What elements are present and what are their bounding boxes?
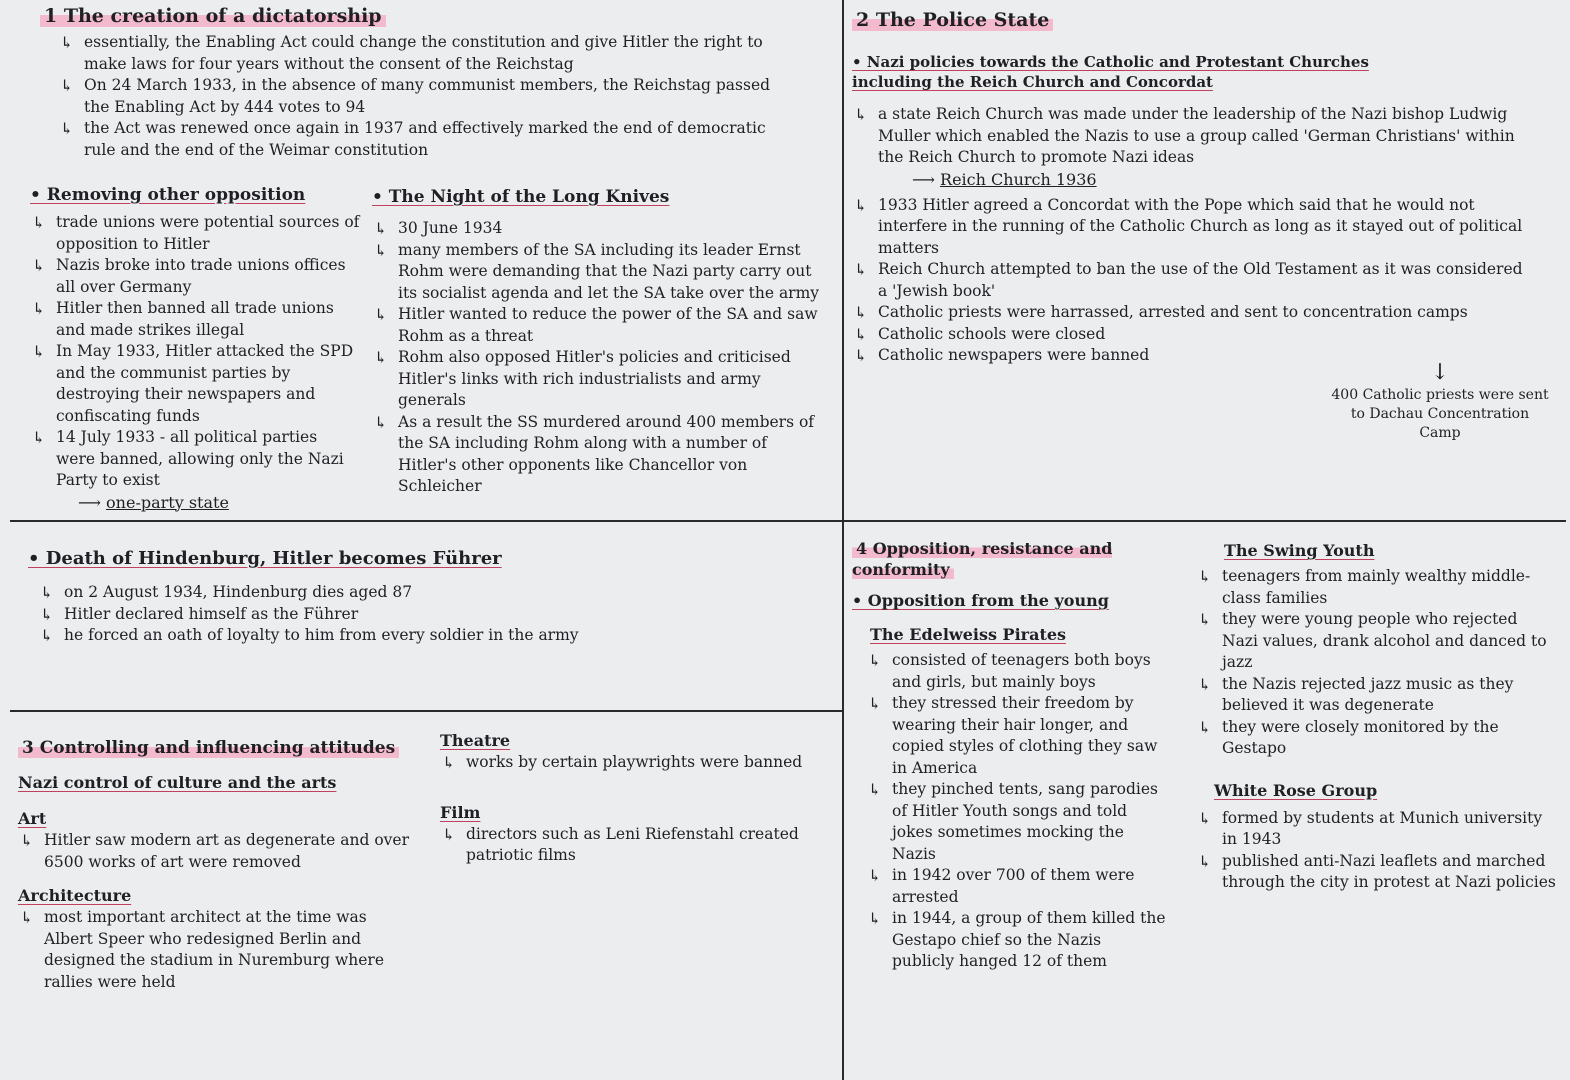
note: ↳ trade unions were potential sources of opposition to Hitler — [30, 212, 360, 255]
reich-church-label: Reich Church 1936 — [940, 169, 1097, 189]
subsection-title: • Opposition from the young — [852, 591, 1109, 610]
note: ↳ they pinched tents, sang parodies of Hitler Youth songs and told jokes sometimes mocking the Nazis — [866, 779, 1166, 865]
note: ↳ Reich Church attempted to ban the use of the Old Testament as it was considered a 'Jewish book' — [852, 259, 1532, 302]
white-rose-title: White Rose Group — [1214, 780, 1378, 800]
note: ↳ Catholic newspapers were banned — [852, 345, 1282, 367]
section-title: 3 Controlling and influencing attitudes — [18, 736, 438, 760]
note: ↳ 30 June 1934 — [372, 218, 822, 240]
side-note-text: 400 Catholic priests were sent to Dachau Concentration Camp — [1331, 387, 1549, 441]
note: ↳ 14 July 1933 - all political parties were banned, allowing only the Nazi Party to exist — [30, 427, 360, 492]
subsection-swing-youth — [1196, 540, 1556, 894]
note: ↳ on 2 August 1934, Hindenburg dies aged 87 — [38, 582, 598, 604]
note: ↳ In May 1933, Hitler attacked the SPD and the communist parties by destroying their newspapers and confiscating funds — [30, 341, 360, 427]
horizontal-divider-middle — [10, 520, 1566, 522]
subsection-removing-opposition — [30, 184, 360, 514]
note: ↳ they stressed their freedom by wearing their hair longer, and copied styles of clothing they saw in America — [866, 693, 1166, 779]
note: ↳ he forced an oath of loyalty to him from every soldier in the army — [38, 625, 598, 647]
section-controlling-attitudes — [18, 736, 438, 993]
note: ↳ Hitler wanted to reduce the power of the SA and saw Rohm as a threat — [372, 304, 822, 347]
note: ↳ Hitler then banned all trade unions and made strikes illegal — [30, 298, 360, 341]
architecture-title: Architecture — [18, 886, 132, 905]
section-police-state — [852, 8, 1552, 367]
note: ↳ Hitler declared himself as the Führer — [38, 604, 598, 626]
note: ↳ Hitler saw modern art as degenerate and over 6500 works of art were removed — [18, 830, 428, 873]
section-opposition-resistance — [852, 538, 1192, 973]
subsection-title: • Death of Hindenburg, Hitler becomes Führer — [28, 548, 502, 569]
theatre-title: Theatre — [440, 731, 511, 750]
note: ↳ in 1944, a group of them killed the Gestapo chief so the Nazis publicly hanged 12 of them — [866, 908, 1166, 973]
subsection-title: • Removing other opposition — [30, 185, 306, 205]
subsection-theatre-film — [440, 730, 830, 867]
section-title: 2 The Police State — [852, 8, 1552, 32]
note: ↳ the Nazis rejected jazz music as they believed it was degenerate — [1196, 674, 1556, 717]
note: ↳ Catholic priests were harrassed, arrested and sent to concentration camps — [852, 302, 1532, 324]
vertical-divider — [842, 0, 844, 1080]
reich-church-arrow: ⟶ Reich Church 1936 — [912, 169, 1097, 189]
section-death-of-hindenburg — [28, 548, 808, 647]
dachau-side-note — [1330, 360, 1550, 443]
note: ↳ Catholic schools were closed — [852, 324, 1282, 346]
edelweiss-title: The Edelweiss Pirates — [870, 625, 1067, 644]
film-title: Film — [440, 802, 481, 822]
horizontal-divider-lower-left — [10, 710, 844, 712]
note: ↳ essentially, the Enabling Act could change the constitution and give Hitler the right to make laws for four years without the consent of the Reichstag — [58, 32, 798, 75]
note: ↳ they were young people who rejected Nazi values, drank alcohol and danced to jazz — [1196, 609, 1556, 674]
note: ↳ Nazis broke into trade unions offices all over Germany — [30, 255, 360, 298]
note: ↳ many members of the SA including its leader Ernst Rohm were demanding that the Nazi party carry out its socialist agenda and let the SA take over the army — [372, 240, 822, 305]
section-title: 1 The creation of a dictatorship — [40, 4, 820, 28]
section-creation-of-dictatorship — [40, 4, 820, 161]
note: ↳ Rohm also opposed Hitler's policies and criticised Hitler's links with rich industrialists and army generals — [372, 347, 822, 412]
note: ↳ formed by students at Munich university in 1943 — [1196, 808, 1556, 851]
note: ↳ in 1942 over 700 of them were arrested — [866, 865, 1166, 908]
note: ↳ 1933 Hitler agreed a Concordat with the Pope which said that he would not interfere in the running of the Catholic Church as long as it stayed out of political matters — [852, 195, 1532, 260]
note: ↳ works by certain playwrights were banned — [440, 752, 830, 774]
note: ↳ On 24 March 1933, in the absence of many communist members, the Reichstag passed the Enabling Act by 444 votes to 94 — [58, 75, 798, 118]
note: ↳ they were closely monitored by the Gestapo — [1196, 717, 1556, 760]
swing-youth-title: The Swing Youth — [1224, 541, 1375, 560]
note: ↳ teenagers from mainly wealthy middle-class families — [1196, 566, 1556, 609]
note: ↳ published anti-Nazi leaflets and marched through the city in protest at Nazi policies — [1196, 851, 1556, 894]
art-title: Art — [18, 809, 47, 828]
result-arrow: ⟶ one-party state — [78, 492, 229, 512]
subsection-title: Nazi control of culture and the arts — [18, 773, 337, 792]
down-arrow-icon: ↓ — [1430, 360, 1450, 385]
section-title: 4 Opposition, resistance and conformity — [852, 539, 1113, 579]
note: ↳ directors such as Leni Riefenstahl created patriotic films — [440, 824, 830, 867]
subsection-title: • Nazi policies towards the Catholic and Protestant Churches including the Reich Church and Concordat — [852, 53, 1369, 91]
note: ↳ consisted of teenagers both boys and girls, but mainly boys — [866, 650, 1166, 693]
subsection-title: • The Night of the Long Knives — [372, 187, 670, 207]
result-label: one-party state — [106, 492, 229, 512]
note: ↳ As a result the SS murdered around 400 members of the SA including Rohm along with a number of Hitler's other opponents like Chancellor von Schleicher — [372, 412, 822, 498]
subsection-night-of-long-knives — [372, 186, 822, 498]
note: ↳ a state Reich Church was made under the leadership of the Nazi bishop Ludwig Muller which enabled the Nazis to use a group called 'German Christians' within the Reich Church to promote Nazi ideas — [852, 104, 1532, 169]
note: ↳ most important architect at the time was Albert Speer who redesigned Berlin and designed the stadium in Nuremburg where rallies were held — [18, 907, 408, 993]
note: ↳ the Act was renewed once again in 1937 and effectively marked the end of democratic rule and the end of the Weimar constitution — [58, 118, 798, 161]
